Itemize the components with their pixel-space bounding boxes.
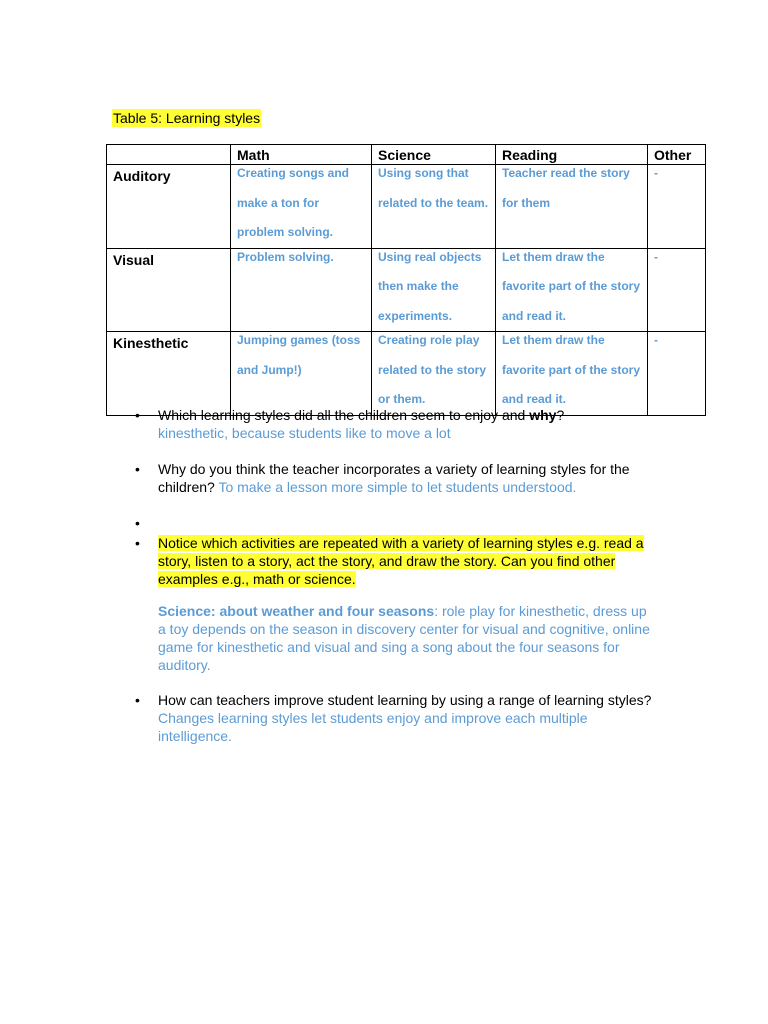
header-cell-other: Other [648,145,706,165]
table-cell: Creating role play related to the story or them. [378,333,487,406]
table-cell: Using real objects then make the experiments. [378,249,482,323]
table-row-auditory [107,165,706,249]
question-text-highlighted: Notice which activities are repeated with a variety of learning styles e.g. read a story, listen to a story, act the story, and draw the story. Can you find other examples e.g., math or science. [158,535,644,587]
list-item [135,534,655,588]
bullet-icon: • [135,535,140,551]
table-cell: Let them draw the favorite part of the story and read it. [502,333,641,406]
table-cell: Problem solving. [237,249,334,264]
question-list [135,406,655,745]
table-row-kinesthetic [107,332,706,416]
bullet-icon: • [135,461,140,477]
question-emphasis: why [529,407,557,423]
row-label: Visual [107,248,231,332]
header-cell-science: Science [372,145,496,165]
question-text: Which learning styles did all the children seem to enjoy and [158,407,530,423]
table-cell: - [654,249,658,264]
list-item [135,406,655,442]
answer-text: Changes learning styles let students enjoy and improve each multiple intelligence. [158,710,588,744]
header-cell-empty [107,145,231,165]
list-item [135,691,655,745]
learning-styles-table [106,144,706,416]
table-cell: Jumping games (toss and Jump!) [237,333,361,377]
bullet-icon: • [135,692,140,708]
table-cell: Creating songs and make a ton for problem solving. [237,166,350,239]
list-item [135,460,655,496]
answer-text: kinesthetic, because students like to move a lot [158,425,451,441]
answer-text: To make a lesson more simple to let students understood. [218,479,577,495]
table-cell: - [654,166,658,180]
table-row-visual [107,248,706,332]
science-answer [135,602,655,674]
row-label: Kinesthetic [107,332,231,416]
bullet-icon: • [135,407,140,423]
table-cell: - [654,333,658,347]
science-lead: Science: about weather and four seasons [158,603,435,619]
table-cell: Let them draw the favorite part of the story and read it. [502,249,641,323]
header-cell-reading: Reading [496,145,648,165]
question-text: Why do you think the teacher incorporates a variety of learning styles for the children? [158,461,630,495]
table-cell: Teacher read the story for them [502,166,630,210]
row-label: Auditory [107,165,231,249]
header-cell-math: Math [231,145,372,165]
science-text: : role play for kinesthetic, dress up a toy depends on the season in discovery center for visual and cognitive, online game for kinesthetic and visual and sing a song about the four seasons for auditory. [158,603,650,673]
bullet-icon: • [135,515,140,531]
list-item-empty [135,514,655,532]
question-text: How can teachers improve student learning by using a range of learning styles? [158,692,652,708]
table-cell: Using song that related to the team. [378,166,489,210]
question-punct: ? [556,407,565,423]
table-caption: Table 5: Learning styles [113,110,261,126]
